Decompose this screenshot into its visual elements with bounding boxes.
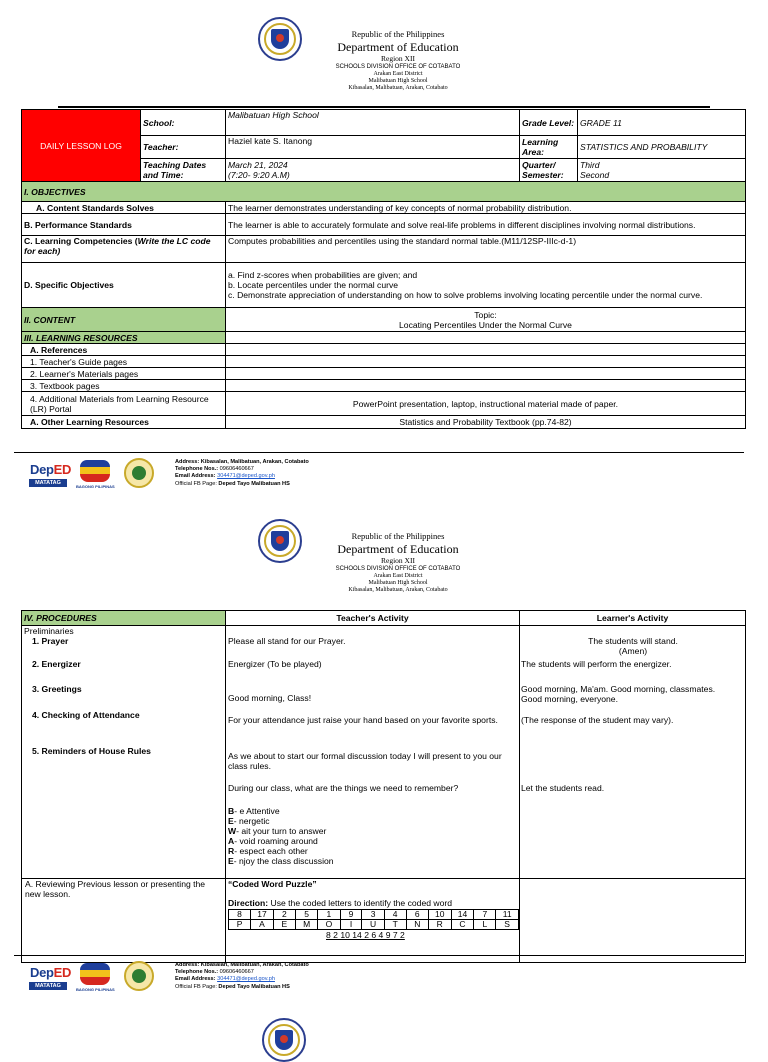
lr-portal-label: 4. Additional Materials from Learning Resource (LR) Portal bbox=[22, 392, 226, 416]
procedures-table bbox=[21, 610, 746, 963]
empty-cell bbox=[520, 879, 746, 963]
letterhead bbox=[14, 29, 768, 92]
semester-text: Second bbox=[580, 170, 610, 180]
letterhead-division: SCHOOLS DIVISION OFFICE OF COTABATO bbox=[335, 64, 461, 70]
step-house-rules: 5. Reminders of House Rules bbox=[32, 746, 151, 756]
attendance-teacher: For your attendance just raise your hand based on your favorite sports. bbox=[228, 715, 498, 725]
greetings-teacher: Good morning, Class! bbox=[228, 693, 312, 703]
puzzle-title: “Coded Word Puzzle” bbox=[228, 879, 317, 889]
performance-standards-value: The learner is able to accurately formulate and solve real-life problems in different disciplines involving normal distributions. bbox=[226, 214, 746, 236]
objective-item: b. Locate percentiles under the normal curve bbox=[228, 280, 399, 290]
email-link[interactable]: 304471@deped.gov.ph bbox=[217, 473, 275, 480]
specific-objectives-label: D. Specific Objectives bbox=[22, 263, 226, 308]
objectives-heading: I. OBJECTIVES bbox=[22, 182, 746, 202]
matatag-logo: MATATAG bbox=[29, 479, 67, 487]
date-text: March 21, 2024 bbox=[228, 160, 288, 170]
empty-cell bbox=[226, 344, 746, 356]
learning-area-label: Learning Area: bbox=[520, 136, 578, 159]
references-label: A. References bbox=[22, 344, 226, 356]
bagong-pilipinas-text: BAGONG PILIPINAS bbox=[76, 987, 115, 992]
content-heading: II. CONTENT bbox=[22, 308, 226, 332]
content-standards-value: The learner demonstrates understanding of key concepts of normal probability distribution. bbox=[226, 202, 746, 214]
teacher-value: Haziel kate S. Itanong bbox=[226, 136, 520, 159]
energizer-learner: The students will perform the energizer. bbox=[521, 659, 672, 669]
rule-item: W- ait your turn to answer bbox=[228, 826, 327, 836]
deped-logo: DepED bbox=[30, 965, 72, 980]
puzzle-number-row: 8 17 2 5 1 9 3 4 6 10 14 7 11 bbox=[229, 910, 519, 920]
quarter-text: Third bbox=[580, 160, 600, 170]
step-greetings: 3. Greetings bbox=[32, 684, 82, 694]
coded-word-puzzle bbox=[228, 909, 519, 930]
topic-label: Topic: bbox=[474, 309, 497, 320]
specific-objectives-value bbox=[226, 263, 746, 308]
reviewing-lesson-label: A. Reviewing Previous lesson or presenting the new lesson. bbox=[22, 879, 226, 963]
teachers-activity-header: Teacher's Activity bbox=[226, 611, 520, 626]
teacher-activity-cell bbox=[226, 626, 520, 879]
page-footer bbox=[0, 452, 768, 492]
grade-label: Grade Level: bbox=[520, 110, 578, 136]
learners-materials-label: 2. Learner's Materials pages bbox=[22, 368, 226, 380]
rule-item: A- void roaming around bbox=[228, 836, 318, 846]
puzzle-cell bbox=[226, 879, 520, 963]
learners-activity-header: Learner's Activity bbox=[520, 611, 746, 626]
letterhead-republic: Republic of the Philippines bbox=[351, 29, 445, 39]
competencies-label-b: Write the LC code for each) bbox=[24, 236, 211, 256]
letterhead-department: Department of Education bbox=[337, 40, 459, 54]
rule-item: E- njoy the class discussion bbox=[228, 856, 334, 866]
bagong-pilipinas-logo bbox=[80, 963, 110, 985]
preliminaries-cell bbox=[22, 626, 226, 879]
teaching-dates-value bbox=[226, 159, 520, 182]
grade-value: GRADE 11 bbox=[578, 110, 746, 136]
bagong-pilipinas-logo bbox=[80, 460, 110, 482]
house-rules-list bbox=[228, 806, 334, 866]
step-attendance: 4. Checking of Attendance bbox=[32, 710, 140, 720]
empty-cell bbox=[226, 356, 746, 368]
learning-area-value: STATISTICS AND PROBABILITY bbox=[578, 136, 746, 159]
competencies-value: Computes probabilities and percentiles using the standard normal table.(M11/12SP-IIIc-d-1) bbox=[226, 236, 746, 263]
procedures-heading: IV. PROCEDURES bbox=[22, 611, 226, 626]
letterhead-region: Region XII bbox=[381, 556, 415, 565]
page-footer bbox=[0, 955, 768, 995]
preliminaries-label: Preliminaries bbox=[24, 626, 74, 636]
bagong-pilipinas-text: BAGONG PILIPINAS bbox=[76, 484, 115, 489]
quarter-value bbox=[578, 159, 746, 182]
textbook-pages-label: 3. Textbook pages bbox=[22, 380, 226, 392]
energizer-teacher: Energizer (To be played) bbox=[228, 659, 322, 669]
puzzle-letter-row: P A E M O I U T N R C L S bbox=[229, 920, 519, 930]
school-seal-logo bbox=[124, 961, 154, 991]
topic-cell bbox=[226, 308, 746, 332]
school-seal-logo bbox=[124, 458, 154, 488]
other-resources-value: Statistics and Probability Textbook (pp.74-82) bbox=[226, 416, 746, 429]
letterhead-region: Region XII bbox=[381, 54, 415, 63]
puzzle-direction: Direction: Use the coded letters to identify the coded word bbox=[228, 898, 453, 908]
deped-logo: DepED bbox=[30, 462, 72, 477]
school-value: Malibatuan High School bbox=[226, 110, 520, 136]
learner-activity-cell bbox=[520, 626, 746, 879]
header-rule bbox=[58, 106, 710, 108]
lr-portal-value: PowerPoint presentation, laptop, instructional material made of paper. bbox=[226, 392, 746, 416]
letterhead-address: Kibasalan, Malibatuan, Arakan, Cotabato bbox=[348, 587, 448, 593]
topic-value: Locating Percentiles Under the Normal Curve bbox=[399, 319, 572, 330]
letterhead-address: Kibasalan, Malibatuan, Arakan, Cotabato bbox=[348, 85, 448, 91]
letterhead bbox=[14, 531, 768, 594]
contact-info: Address: Kibasalan, Malibatuan, Arakan, Cotabato Telephone Nos.: 09606460667 Email Address: 304471@deped.gov.ph Official FB Page: Deped Tayo Malibatuan HS bbox=[175, 459, 309, 487]
letterhead-department: Department of Education bbox=[337, 542, 459, 556]
daily-lesson-log-title: DAILY LESSON LOG bbox=[22, 110, 141, 182]
footer-rule bbox=[14, 955, 744, 956]
matatag-logo: MATATAG bbox=[29, 982, 67, 990]
attendance-learner: (The response of the student may vary). bbox=[521, 715, 674, 725]
competencies-label bbox=[22, 236, 226, 263]
objective-item: c. Demonstrate appreciation of understanding on how to solve problems involving locating percentile under the normal curve. bbox=[228, 290, 703, 300]
deped-seal-logo bbox=[262, 1018, 306, 1062]
objective-item: a. Find z-scores when probabilities are given; and bbox=[228, 270, 418, 280]
rules-learner: Let the students read. bbox=[521, 783, 605, 793]
rules-question-teacher: During our class, what are the things we need to remember? bbox=[228, 783, 459, 793]
letterhead-district: Arakan East District bbox=[373, 573, 423, 579]
letterhead-republic: Republic of the Philippines bbox=[351, 531, 445, 541]
empty-cell bbox=[226, 380, 746, 392]
teachers-guide-label: 1. Teacher's Guide pages bbox=[22, 356, 226, 368]
school-label: School: bbox=[141, 110, 226, 136]
letterhead-district: Arakan East District bbox=[373, 71, 423, 77]
performance-standards-label: B. Performance Standards bbox=[22, 214, 226, 236]
coded-word: 8 2 10 14 2 6 4 9 7 2 bbox=[326, 930, 405, 940]
learning-resources-heading: III. LEARNING RESOURCES bbox=[22, 332, 226, 344]
teacher-label: Teacher: bbox=[141, 136, 226, 159]
step-prayer: 1. Prayer bbox=[32, 636, 69, 646]
step-energizer: 2. Energizer bbox=[32, 659, 81, 669]
letterhead-division: SCHOOLS DIVISION OFFICE OF COTABATO bbox=[335, 566, 461, 572]
rule-item: R- espect each other bbox=[228, 846, 308, 856]
rule-item: E- nergetic bbox=[228, 816, 270, 826]
teaching-dates-label: Teaching Dates and Time: bbox=[141, 159, 226, 182]
footer-rule bbox=[14, 452, 744, 453]
letterhead-school: Malibatuan High School bbox=[368, 580, 428, 586]
rules-intro-teacher: As we about to start our formal discussion today I will present to you our class rules. bbox=[228, 751, 502, 771]
empty-cell bbox=[226, 368, 746, 380]
lesson-log-table bbox=[21, 109, 746, 429]
letterhead-school: Malibatuan High School bbox=[368, 78, 428, 84]
competencies-label-a: C. Learning Competencies ( bbox=[24, 236, 138, 246]
time-text: (7:20- 9:20 A.M) bbox=[228, 170, 290, 180]
rule-item: B- e Attentive bbox=[228, 806, 280, 816]
prayer-teacher: Please all stand for our Prayer. bbox=[228, 636, 346, 646]
other-resources-label: A. Other Learning Resources bbox=[22, 416, 226, 429]
email-link[interactable]: 304471@deped.gov.ph bbox=[217, 976, 275, 983]
empty-cell bbox=[226, 332, 746, 344]
greetings-learner: Good morning, Ma'am. Good morning, classmates. Good morning, everyone. bbox=[521, 684, 716, 704]
content-standards-label: A. Content Standards Solves bbox=[22, 202, 226, 214]
prayer-learner: The students will stand. (Amen) bbox=[588, 636, 678, 656]
contact-info: Address: Kibasalan, Malibatuan, Arakan, Cotabato Telephone Nos.: 09606460667 Email Address: 304471@deped.gov.ph Official FB Page: Deped Tayo Malibatuan HS bbox=[175, 962, 309, 990]
quarter-label: Quarter/ Semester: bbox=[520, 159, 578, 182]
